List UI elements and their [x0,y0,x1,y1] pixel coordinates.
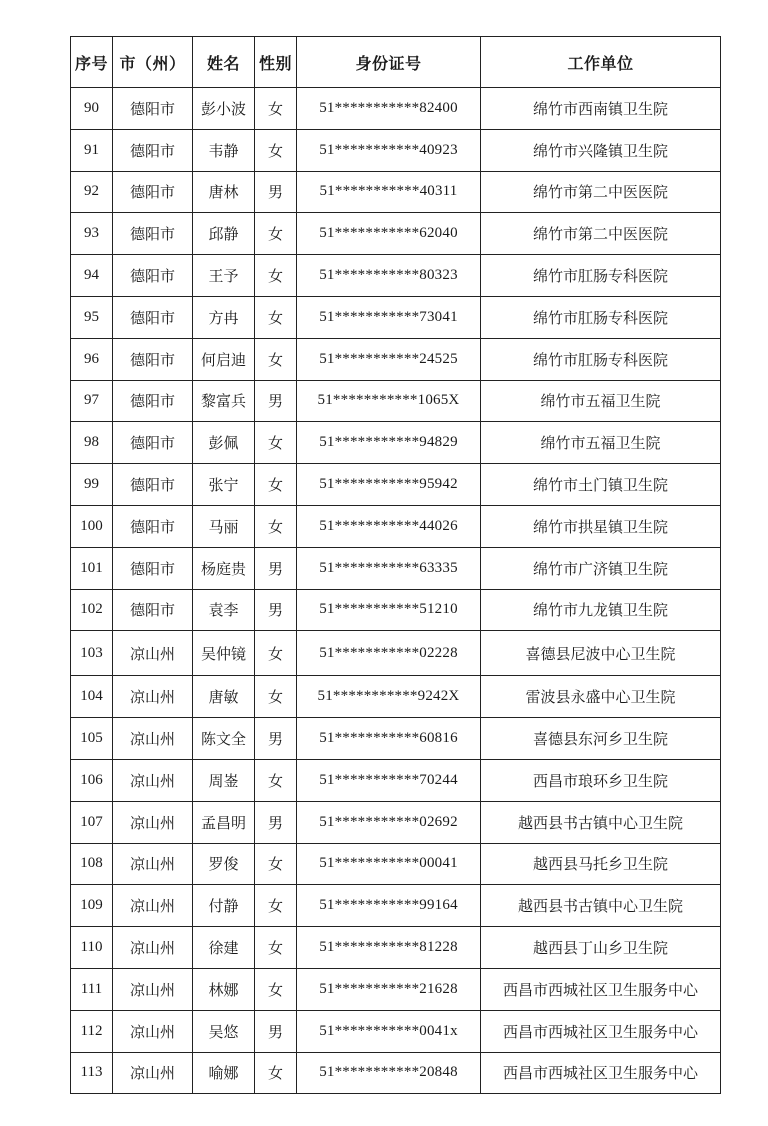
cell-gender: 女 [255,505,297,547]
cell-id-number: 51***********9242X [297,676,481,718]
cell-work-unit: 绵竹市土门镇卫生院 [481,464,721,506]
cell-name: 唐林 [193,171,255,213]
cell-no: 104 [71,676,113,718]
cell-name: 邱静 [193,213,255,255]
cell-gender: 男 [255,718,297,760]
cell-city: 德阳市 [113,422,193,464]
roster-body [71,88,721,1094]
cell-work-unit: 绵竹市第二中医医院 [481,213,721,255]
cell-no: 113 [71,1052,113,1094]
cell-gender: 男 [255,171,297,213]
cell-city: 凉山州 [113,801,193,843]
cell-gender: 男 [255,380,297,422]
cell-gender: 女 [255,88,297,130]
cell-work-unit: 绵竹市肛肠专科医院 [481,338,721,380]
cell-gender: 女 [255,422,297,464]
cell-id-number: 51***********40311 [297,171,481,213]
cell-city: 德阳市 [113,380,193,422]
cell-name: 付静 [193,885,255,927]
cell-name: 王予 [193,255,255,297]
cell-city: 凉山州 [113,1010,193,1052]
cell-gender: 女 [255,296,297,338]
cell-city: 德阳市 [113,213,193,255]
cell-work-unit: 绵竹市西南镇卫生院 [481,88,721,130]
cell-work-unit: 绵竹市第二中医医院 [481,171,721,213]
table-row [71,171,721,213]
cell-no: 100 [71,505,113,547]
cell-name: 何启迪 [193,338,255,380]
table-row [71,547,721,589]
cell-no: 98 [71,422,113,464]
cell-gender: 男 [255,1010,297,1052]
cell-work-unit: 绵竹市九龙镇卫生院 [481,589,721,631]
cell-gender: 女 [255,631,297,676]
cell-id-number: 51***********70244 [297,759,481,801]
cell-work-unit: 西昌市琅环乡卫生院 [481,759,721,801]
cell-city: 德阳市 [113,547,193,589]
table-row [71,464,721,506]
cell-no: 101 [71,547,113,589]
cell-no: 97 [71,380,113,422]
cell-city: 凉山州 [113,1052,193,1094]
cell-id-number: 51***********51210 [297,589,481,631]
cell-id-number: 51***********81228 [297,927,481,969]
table-row [71,338,721,380]
cell-gender: 女 [255,464,297,506]
header-city: 市（州） [113,37,193,88]
cell-no: 95 [71,296,113,338]
cell-id-number: 51***********00041 [297,843,481,885]
cell-city: 德阳市 [113,338,193,380]
cell-name: 喻娜 [193,1052,255,1094]
cell-work-unit: 西昌市西城社区卫生服务中心 [481,1052,721,1094]
cell-gender: 男 [255,801,297,843]
cell-work-unit: 绵竹市广济镇卫生院 [481,547,721,589]
cell-no: 111 [71,968,113,1010]
cell-id-number: 51***********62040 [297,213,481,255]
table-row [71,1010,721,1052]
cell-work-unit: 雷波县永盛中心卫生院 [481,676,721,718]
cell-id-number: 51***********24525 [297,338,481,380]
cell-name: 吴仲镜 [193,631,255,676]
table-row [71,843,721,885]
cell-city: 凉山州 [113,631,193,676]
cell-no: 90 [71,88,113,130]
cell-name: 马丽 [193,505,255,547]
cell-gender: 女 [255,129,297,171]
cell-gender: 女 [255,968,297,1010]
cell-city: 凉山州 [113,676,193,718]
cell-city: 德阳市 [113,129,193,171]
cell-name: 方冉 [193,296,255,338]
cell-id-number: 51***********44026 [297,505,481,547]
cell-city: 德阳市 [113,88,193,130]
cell-work-unit: 绵竹市兴隆镇卫生院 [481,129,721,171]
table-row [71,676,721,718]
cell-city: 德阳市 [113,464,193,506]
table-row [71,1052,721,1094]
cell-id-number: 51***********80323 [297,255,481,297]
cell-name: 张宁 [193,464,255,506]
cell-no: 91 [71,129,113,171]
cell-gender: 女 [255,843,297,885]
table-row [71,88,721,130]
cell-name: 徐建 [193,927,255,969]
table-row [71,885,721,927]
cell-city: 凉山州 [113,718,193,760]
cell-gender: 女 [255,676,297,718]
table-row [71,631,721,676]
roster-sheet [70,36,720,1094]
cell-city: 德阳市 [113,505,193,547]
cell-gender: 女 [255,338,297,380]
roster-table [70,36,721,1094]
cell-id-number: 51***********02228 [297,631,481,676]
cell-city: 德阳市 [113,255,193,297]
cell-name: 杨庭贵 [193,547,255,589]
cell-work-unit: 绵竹市五福卫生院 [481,380,721,422]
cell-name: 孟昌明 [193,801,255,843]
cell-no: 103 [71,631,113,676]
cell-no: 92 [71,171,113,213]
cell-no: 107 [71,801,113,843]
table-row [71,213,721,255]
cell-gender: 女 [255,213,297,255]
header-gender: 性别 [255,37,297,88]
cell-no: 109 [71,885,113,927]
cell-city: 凉山州 [113,843,193,885]
cell-gender: 女 [255,1052,297,1094]
header-unit: 工作单位 [481,37,721,88]
cell-work-unit: 越西县书古镇中心卫生院 [481,801,721,843]
cell-work-unit: 越西县马托乡卫生院 [481,843,721,885]
cell-id-number: 51***********40923 [297,129,481,171]
table-row [71,589,721,631]
cell-work-unit: 西昌市西城社区卫生服务中心 [481,968,721,1010]
cell-work-unit: 绵竹市肛肠专科医院 [481,255,721,297]
cell-name: 袁李 [193,589,255,631]
cell-no: 93 [71,213,113,255]
cell-name: 唐敏 [193,676,255,718]
cell-city: 德阳市 [113,296,193,338]
cell-city: 凉山州 [113,927,193,969]
cell-name: 韦静 [193,129,255,171]
cell-gender: 女 [255,927,297,969]
table-row [71,718,721,760]
cell-city: 德阳市 [113,171,193,213]
cell-work-unit: 喜德县东河乡卫生院 [481,718,721,760]
cell-no: 94 [71,255,113,297]
cell-work-unit: 绵竹市五福卫生院 [481,422,721,464]
cell-id-number: 51***********95942 [297,464,481,506]
cell-no: 99 [71,464,113,506]
cell-city: 德阳市 [113,589,193,631]
cell-no: 112 [71,1010,113,1052]
cell-name: 黎富兵 [193,380,255,422]
cell-city: 凉山州 [113,759,193,801]
cell-gender: 女 [255,885,297,927]
cell-name: 周崟 [193,759,255,801]
table-row [71,129,721,171]
table-row [71,759,721,801]
cell-work-unit: 绵竹市拱星镇卫生院 [481,505,721,547]
cell-no: 108 [71,843,113,885]
table-row [71,968,721,1010]
cell-no: 96 [71,338,113,380]
cell-id-number: 51***********1065X [297,380,481,422]
cell-id-number: 51***********0041x [297,1010,481,1052]
table-row [71,801,721,843]
table-row [71,505,721,547]
header-no: 序号 [71,37,113,88]
table-row [71,296,721,338]
cell-id-number: 51***********02692 [297,801,481,843]
cell-gender: 女 [255,759,297,801]
cell-gender: 男 [255,547,297,589]
cell-no: 110 [71,927,113,969]
cell-id-number: 51***********73041 [297,296,481,338]
cell-name: 吴悠 [193,1010,255,1052]
cell-id-number: 51***********99164 [297,885,481,927]
cell-work-unit: 绵竹市肛肠专科医院 [481,296,721,338]
cell-name: 罗俊 [193,843,255,885]
cell-id-number: 51***********60816 [297,718,481,760]
cell-id-number: 51***********21628 [297,968,481,1010]
cell-city: 凉山州 [113,968,193,1010]
table-row [71,927,721,969]
cell-id-number: 51***********20848 [297,1052,481,1094]
cell-id-number: 51***********63335 [297,547,481,589]
cell-name: 彭小波 [193,88,255,130]
cell-gender: 女 [255,255,297,297]
header-name: 姓名 [193,37,255,88]
header-id: 身份证号 [297,37,481,88]
cell-city: 凉山州 [113,885,193,927]
table-row [71,422,721,464]
table-row [71,380,721,422]
header-row [71,37,721,88]
cell-work-unit: 越西县书古镇中心卫生院 [481,885,721,927]
cell-work-unit: 越西县丁山乡卫生院 [481,927,721,969]
cell-gender: 男 [255,589,297,631]
cell-id-number: 51***********94829 [297,422,481,464]
cell-no: 105 [71,718,113,760]
cell-work-unit: 西昌市西城社区卫生服务中心 [481,1010,721,1052]
table-row [71,255,721,297]
cell-name: 陈文全 [193,718,255,760]
cell-no: 106 [71,759,113,801]
cell-name: 林娜 [193,968,255,1010]
cell-name: 彭佩 [193,422,255,464]
cell-work-unit: 喜德县尼波中心卫生院 [481,631,721,676]
cell-no: 102 [71,589,113,631]
cell-id-number: 51***********82400 [297,88,481,130]
